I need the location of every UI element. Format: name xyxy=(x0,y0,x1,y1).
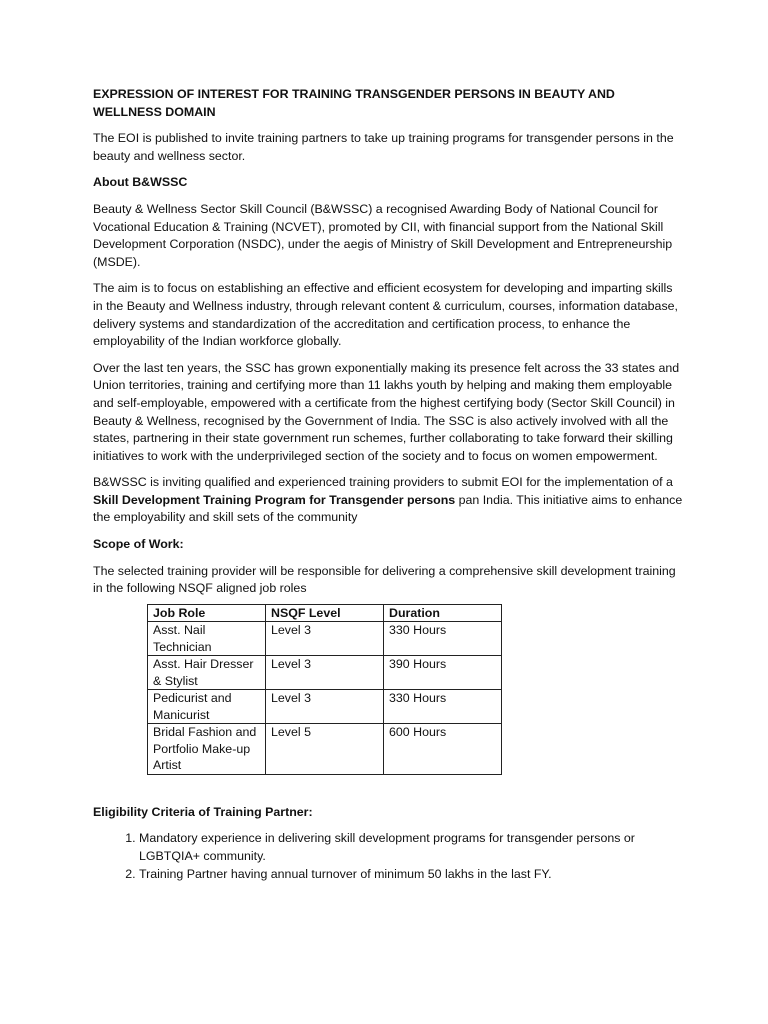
about-paragraph-3: Over the last ten years, the SSC has grown exponentially making its presence felt across the 33 states and Union territories, training and certifying more than 11 lakhs youth by helping and making them employable and self-employable, empowered with a certificate from the highest certifying body (Sector Skill Council) in Beauty & Wellness, recognised by the Government of India. The SSC is also actively involved with all the states, partnering in their state government run schemes, further collaborating to take forward their skilling initiatives to work with the underprivileged section of the society and to focus on women empowerment. xyxy=(93,360,680,463)
list-item: 2. Training Partner having annual turnover of minimum 50 lakhs in the last FY. xyxy=(139,866,683,884)
table-cell-duration: 390 Hours xyxy=(384,656,502,690)
table-cell-duration: 330 Hours xyxy=(384,622,502,656)
table-cell-nsqf-level: Level 5 xyxy=(266,724,384,775)
table-cell-nsqf-level: Level 3 xyxy=(266,690,384,724)
document-title: EXPRESSION OF INTEREST FOR TRAINING TRANSGENDER PERSONS IN BEAUTY AND WELLNESS DOMAIN xyxy=(93,87,615,119)
table-cell-nsqf-level: Level 3 xyxy=(266,656,384,690)
table-header-nsqf-level: NSQF Level xyxy=(266,604,384,622)
about-heading: About B&WSSC xyxy=(93,175,188,190)
table-cell-duration: 330 Hours xyxy=(384,690,502,724)
intro-paragraph: The EOI is published to invite training partners to take up training programs for transgender persons in the beauty and wellness sector. xyxy=(93,131,674,163)
table-cell-job-role: Bridal Fashion and Portfolio Make-up Artist xyxy=(148,724,266,775)
document-page xyxy=(93,86,683,883)
table-cell-job-role: Asst. Nail Technician xyxy=(148,622,266,656)
table-header-duration: Duration xyxy=(384,604,502,622)
table-row xyxy=(148,690,502,724)
table-header-job-role: Job Role xyxy=(148,604,266,622)
table-cell-duration: 600 Hours xyxy=(384,724,502,775)
job-roles-table xyxy=(147,604,502,775)
eligibility-heading: Eligibility Criteria of Training Partner: xyxy=(93,804,313,819)
table-header-row xyxy=(148,604,502,622)
about-paragraph-1: Beauty & Wellness Sector Skill Council (B&WSSC) a recognised Awarding Body of National Council for Vocational Education & Training (NCVET), promoted by CII, with financial support from the National Skill Development Corporation (NSDC), under the aegis of Ministry of Skill Development and Entrepreneurship (MSDE). xyxy=(93,201,673,269)
about-paragraph-2: The aim is to focus on establishing an effective and efficient ecosystem for developing and imparting skills in the Beauty and Wellness industry, through relevant content & curriculum, courses, information database, delivery systems and standardization of the accreditation and certification process, to enhance the employability of the Indian workforce globally. xyxy=(93,281,678,349)
table-cell-job-role: Asst. Hair Dresser & Stylist xyxy=(148,656,266,690)
eligibility-criteria-list xyxy=(93,830,683,883)
invite-program-name: Skill Development Training Program for Transgender persons xyxy=(93,492,456,507)
invite-paragraph xyxy=(93,474,683,527)
invite-text-start: B&WSSC is inviting qualified and experienced training providers to submit EOI for the implementation of a xyxy=(93,475,673,490)
table-row xyxy=(148,622,502,656)
list-item: 1. Mandatory experience in delivering skill development programs for transgender persons or LGBTQIA+ community. xyxy=(139,830,683,865)
scope-paragraph: The selected training provider will be responsible for delivering a comprehensive skill development training in the following NSQF aligned job roles xyxy=(93,563,676,596)
table-row xyxy=(148,656,502,690)
invite-text-end: pan India. This initiative aims to enhance the employability and skill sets of the community xyxy=(93,492,683,525)
table-cell-job-role: Pedicurist and Manicurist xyxy=(148,690,266,724)
table-cell-nsqf-level: Level 3 xyxy=(266,622,384,656)
scope-heading: Scope of Work: xyxy=(93,537,184,552)
table-row xyxy=(148,724,502,775)
